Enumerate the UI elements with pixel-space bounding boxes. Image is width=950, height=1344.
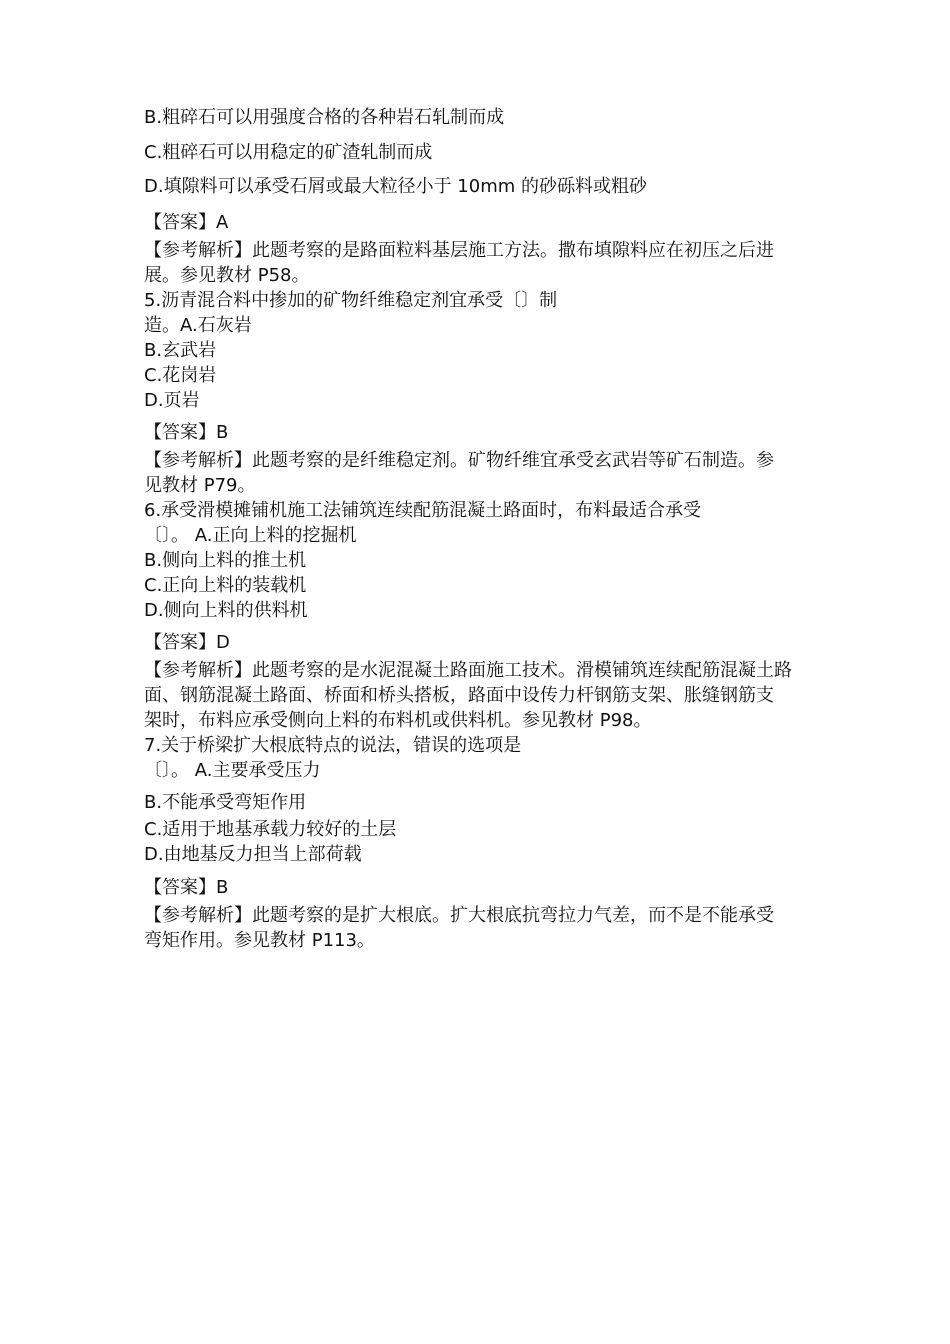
explanation-q4-line1: 【参考解析】此题考察的是路面粒料基层施工方法。撒布填隙料应在初压之后进 [144,240,774,261]
question-5-line1: 5.沥青混合料中掺加的矿物纤维稳定剂宜承受〔〕制 [144,290,558,311]
option-b-q6: B.侧向上料的推土机 [144,550,307,571]
option-b-q4: B.粗碎石可以用强度合格的各种岩石轧制而成 [144,107,505,128]
option-c-q4: C.粗碎石可以用稳定的矿渣轧制而成 [144,142,433,163]
option-b-q7: B.不能承受弯矩作用 [144,792,307,813]
answer-q7: 【答案】B [144,877,229,898]
answer-q6: 【答案】D [144,632,230,653]
option-b-q5: B.玄武岩 [144,340,217,361]
explanation-q4-line2: 展。参见教材 P58。 [144,265,310,286]
question-5-line2: 造。A.石灰岩 [144,315,252,336]
option-d-q4: D.填隙料可以承受石屑或最大粒径小于 10mm 的砂砾料或粗砂 [144,176,647,197]
explanation-q6-line1: 【参考解析】此题考察的是水泥混凝土路面施工技术。滑模铺筑连续配筋混凝土路 [144,660,792,681]
option-c-q7: C.适用于地基承载力较好的土层 [144,819,397,840]
answer-q4: 【答案】A [144,212,229,233]
explanation-q5-line2: 见教材 P79。 [144,475,256,496]
explanation-q5-line1: 【参考解析】此题考察的是纤维稳定剂。矿物纤维宜承受玄武岩等矿石制造。参 [144,450,774,471]
explanation-q7-line2: 弯矩作用。参见教材 P113。 [144,930,375,951]
explanation-q6-line2: 面、钢筋混凝土路面、桥面和桥头搭板，路面中设传力杆钢筋支架、胀缝钢筋支 [144,685,774,706]
option-d-q7: D.由地基反力担当上部荷载 [144,844,362,865]
question-7-line1: 7.关于桥梁扩大根底特点的说法，错误的选项是 [144,735,522,756]
explanation-q6-line3: 架时，布料应承受侧向上料的布料机或供料机。参见教材 P98。 [144,710,652,731]
answer-q5: 【答案】B [144,422,229,443]
option-d-q6: D.侧向上料的供料机 [144,600,308,621]
explanation-q7-line1: 【参考解析】此题考察的是扩大根底。扩大根底抗弯拉力气差，而不是不能承受 [144,905,774,926]
question-6-line1: 6.承受滑模摊铺机施工法铺筑连续配筋混凝土路面时，布料最适合承受 [144,500,702,521]
question-7-line2: 〔〕。 A.主要承受压力 [144,760,321,781]
option-d-q5: D.页岩 [144,390,200,411]
question-6-line2: 〔〕。 A.正向上料的挖掘机 [144,525,357,546]
option-c-q5: C.花岗岩 [144,365,217,386]
option-c-q6: C.正向上料的装载机 [144,575,307,596]
